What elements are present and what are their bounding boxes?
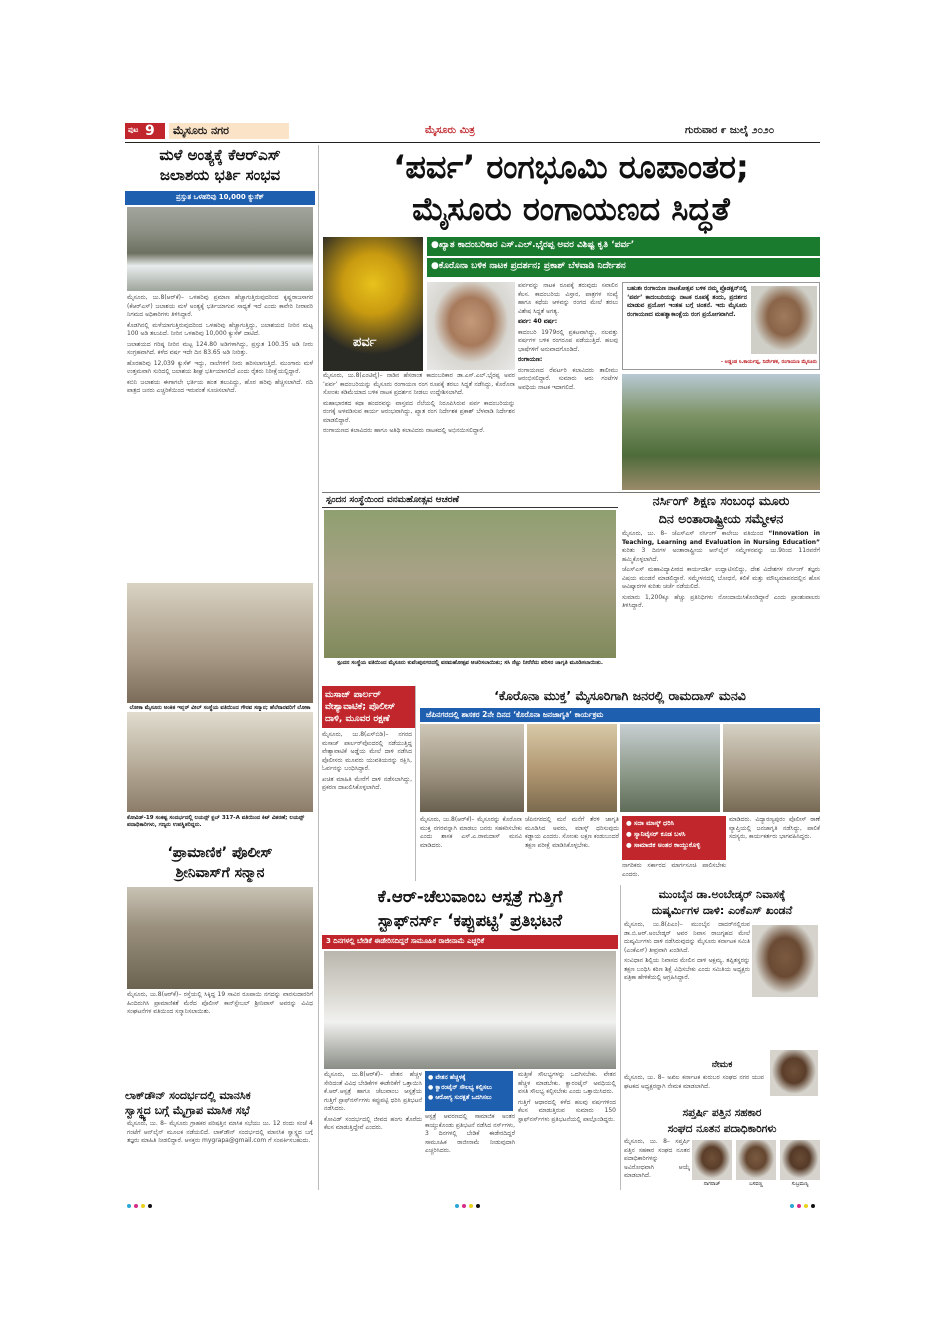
ramdas-awareness-photo-1 — [420, 724, 524, 812]
print-registration-marks — [127, 1193, 155, 1212]
lead-deck-1 — [427, 237, 820, 256]
nurses-bar-text: 3 ದಿನಗಳಲ್ಲಿ ಬೇಡಿಕೆ ಈಡೇರಿಸದಿದ್ದರೆ ಸಾಮೂಹಿಕ ರಾಜೀನಾಮೆ ಎಚ್ಚರಿಕೆ — [326, 937, 485, 945]
corona-tip: ● ಸ್ಯಾನಿಟೈಸರ್ ಕೂಡ ಬಳಸಿ — [626, 830, 686, 838]
corona-tips-box — [622, 816, 726, 860]
corona-tip: ● ಸಾಮಾಜಿಕ ಅಂತರ ಕಾಯ್ದುಕೊಳ್ಳಿ — [626, 841, 701, 849]
headline-line: ಲಾಕ್‌ಡೌನ್ ಸಂದರ್ಭದಲ್ಲಿ ಮಾನಸಿಕ — [125, 1089, 251, 1102]
story-nurses-body-2: ಆಸ್ಪತ್ರೆ ಆವರಣದಲ್ಲಿ ಸಾಮಾಜಿಕ ಅಂತರ ಕಾಯ್ದುಕೊಂಡು ಪ್ರತಿಭಟನೆ ನಡೆಸಿದ ನರ್ಸ್‌ಗಳು, 3 ದಿನಗಳಲ್ಲಿ ಬೇಡಿಕೆ ಈಡೇರದಿದ್ದರೆ ಸಾಮೂಹಿಕ ರಾಜೀನಾಮೆ ನೀಡುವುದಾಗಿ ಎಚ್ಚರಿಸಿದರು. — [425, 1113, 515, 1154]
demand-item: ● ವೇತನ ಹೆಚ್ಚಳಕ್ಕೆ — [428, 1074, 466, 1081]
story-corona-body-2: ಜೆಪಿನಗರದಲ್ಲಿ ಮನೆ ಮನೆಗೆ ತೆರಳಿ ಜಾಗೃತಿ ಮೂಡಿಸಿದ ಅವರು, ಮಾಸ್ಕ್ ಧರಿಸುವುದು ಕಡ್ಡಾಯ ಎಂದರು. ಸೋಂಕು ಲಕ್ಷಣ ಕಂಡುಬಂದರೆ ತಕ್ಷಣ ಪರೀಕ್ಷೆ ಮಾಡಿಸಿಕೊಳ್ಳಬೇಕು. — [525, 816, 619, 849]
lead-body-col2: ಪರ್ವವನ್ನು ನಾಟಕ ರೂಪಕ್ಕೆ ತರುವುದು ಸವಾಲಿನ ಕೆಲಸ. ಕಾದಂಬರಿಯ ವಿಸ್ತಾರ, ಪಾತ್ರಗಳ ಸಂಖ್ಯೆ ಹಾಗೂ ಕಥೆಯ ಆಳವನ್ನು ರಂಗದ ಮೇಲೆ ತರಲು ವಿಶೇಷ ಸಿದ್ಧತೆ ಅಗತ್ಯ. ಪರ್ವ: 40 ವರ್ಷ: ಕಾದಂಬರಿ 1979ರಲ್ಲಿ ಪ್ರಕಟವಾಗಿದ್ದು, ನಲವತ್ತು ವರ್ಷಗಳ ಬಳಿಕ ರಂಗರೂಪ ಪಡೆಯುತ್ತಿದೆ. ಹಲವು ಭಾಷೆಗಳಿಗೆ ಅನುವಾದಗೊಂಡಿದೆ. ರಂಗಾಯಣ: ರಂಗಾಯಣದ ರೆಪರ್ಟರಿ ಕಲಾವಿದರು ತಾಲೀಮು ಆರಂಭಿಸಲಿದ್ದಾರೆ. ಸುಮಾರು ಆರು ಗಂಟೆಗಳ ಅವಧಿಯ ನಾಟಕ ಇದಾಗಲಿದೆ. — [518, 282, 618, 391]
karyappa-quote-box — [622, 282, 820, 370]
appointment-head: ನೇಮಕ — [711, 1060, 733, 1070]
massage-title: ಮಸಾಜ್ ಪಾರ್ಲರ್ ವೇಶ್ಯಾವಾಟಿಕೆ; ಪೊಲೀಸ್ ದಾಳಿ, ಮೂವರ ರಕ್ಷಣೆ — [322, 686, 415, 728]
lead-subhead: ಪರ್ವ: 40 ವರ್ಷ: — [518, 318, 558, 325]
headline-line: ‘ಪ್ರಾಮಾಣಿಕ’ ಪೊಲೀಸ್ — [167, 845, 273, 861]
story-corona-title: ‘ಕೊರೊನಾ ಮುಕ್ತ’ ಮೈಸೂರಿಗಾಗಿ ಜನರಲ್ಲಿ ರಾಮದಾಸ್ ಮನವಿ — [494, 688, 746, 703]
story-nursing-body: ಮೈಸೂರು, ಜು. 8– ಜೆಎಸ್‌ಎಸ್ ನರ್ಸಿಂಗ್ ಕಾಲೇಜು ವತಿಯಿಂದ “Innovation in Teaching, Learning and Evaluation in Nursing Education” ಕುರಿತು 3 ದಿನಗಳ ಅಂತಾರಾಷ್ಟ್ರೀಯ ಆನ್‌ಲೈನ್ ಸಮ್ಮೇಳನವನ್ನು ಜು.9ರಿಂದ 11ರವರೆಗೆ ಹಮ್ಮಿಕೊಳ್ಳಲಾಗಿದೆ. ಜೆಎಸ್‌ಎಸ್ ಮಹಾವಿದ್ಯಾಪೀಠದ ಕಾರ್ಯದರ್ಶಿ ಉದ್ಘಾಟಿಸಲಿದ್ದು, ದೇಶ ವಿದೇಶಗಳ ನರ್ಸಿಂಗ್ ತಜ್ಞರು ವಿಷಯ ಮಂಡನೆ ಮಾಡಲಿದ್ದಾರೆ. ಸಮ್ಮೇಳನದಲ್ಲಿ ಬೋಧನೆ, ಕಲಿಕೆ ಮತ್ತು ಮೌಲ್ಯಮಾಪನದಲ್ಲಿನ ಹೊಸ ಆವಿಷ್ಕಾರಗಳ ಕುರಿತು ಚರ್ಚೆ ನಡೆಯಲಿದೆ. ಸುಮಾರು 1,200ಕ್ಕೂ ಹೆಚ್ಚು ಪ್ರತಿನಿಧಿಗಳು ನೋಂದಾಯಿಸಿಕೊಂಡಿದ್ದಾರೆ ಎಂದು ಪ್ರಾಂಶುಪಾಲರು ತಿಳಿಸಿದ್ದಾರೆ. — [622, 530, 820, 609]
ramdas-awareness-photo-4 — [723, 724, 820, 812]
story-sahakar-title — [624, 1105, 820, 1137]
story-mental-health-body: ಮೈಸೂರು, ಜು. 8– ಮೈಸೂರು ಗ್ರಾಹಕರ ಪರಿಷತ್ತಿನ ಮಾಸಿಕ ಸಭೆಯು ಜು. 12 ರಂದು ಸಂಜೆ 4 ಗಂಟೆಗೆ ಆನ್‌ಲೈನ್ ಮೂಲಕ ನಡೆಯಲಿದೆ. ಲಾಕ್‌ಡೌನ್ ಸಂದರ್ಭದಲ್ಲಿ ಮಾನಸಿಕ ಸ್ವಾಸ್ಥ್ಯದ ಬಗ್ಗೆ ತಜ್ಞರು ಮಾಹಿತಿ ನೀಡಲಿದ್ದಾರೆ. ಆಸಕ್ತರು mygrapa@gmail.com ಗೆ ಸಂಪರ್ಕಿಸಬಹುದು. — [127, 1120, 313, 1144]
nurses-protest-photo — [324, 951, 616, 1069]
kit-distribution-photo — [127, 712, 313, 812]
headline-line: ಶ್ರೀನಿವಾಸ್‌ಗೆ ಸನ್ಮಾನ — [175, 865, 265, 881]
story-ambedkar-title — [624, 887, 820, 919]
karyappa-portrait — [751, 286, 817, 354]
story-mental-health-title — [125, 1088, 315, 1118]
quote-attribution: - ಅಡ್ಡಂಡ ಸಿ.ಕಾರ್ಯಪ್ಪ, ನಿರ್ದೇಶಕ, ರಂಗಾಯಣ ಮೈಸೂರು — [720, 359, 817, 365]
demand-item: ● ಆರೋಗ್ಯ ಸುರಕ್ಷತೆ ಒದಗಿಸಲು — [428, 1094, 492, 1101]
headline-line: ಸ್ಟಾಫ್‌ನರ್ಸ್ ‘ಕಪ್ಪುಪಟ್ಟಿ’ ಪ್ರತಿಭಟನೆ — [377, 911, 563, 930]
story-nurses-bar — [322, 935, 618, 949]
story-corona-bar — [420, 708, 820, 722]
portrait-name: ಸುಬ್ರಮಣ್ಯ — [791, 1181, 809, 1187]
spandana-title: ಸ್ಪಂದನ ಸಂಸ್ಥೆಯಿಂದ ವನಮಹೋತ್ಸವ ಆಚರಣೆ — [326, 495, 460, 505]
headline-line: ಜಲಾಶಯ ಭರ್ತಿ ಸಂಭವ — [159, 166, 281, 184]
headline-line: ಮುಂಬೈನ ಡಾ.ಅಂಬೇಡ್ಕರ್ ನಿವಾಸಕ್ಕೆ — [658, 888, 786, 901]
story-nurses-title — [322, 885, 618, 933]
photo-caption: ಕೋವಿಡ್-19 ಸಂಕಷ್ಟ ಸಂದರ್ಭದಲ್ಲಿ ಲಯನ್ಸ್ ಕ್ಲಬ್ 317-A ವತಿಯಿಂದ ಕಿಟ್ ವಿತರಣೆ; ಲಯನ್ಸ್ ಪದಾಧಿಕಾರಿಗಳು, ಗಣ್ಯರು ಉಪಸ್ಥಿತರಿದ್ದರು. — [127, 815, 305, 828]
photo-caption: ಲೋಕಾ ಮೈಸೂರು ಅಂಕಿತ ಇನ್ನರ್ ವೀಲ್ ಸಂಸ್ಥೆಯ ವತಿಯಿಂದ ಗೌರವ ಸನ್ಮಾನ; ಹೆಲೆನಾರವರಿಗೆ ಲೋಕಾ — [129, 705, 311, 711]
rangayana-campus-photo — [622, 374, 820, 490]
section-name: ಮೈಸೂರು ನಗರ — [169, 123, 289, 139]
book-title: ಪರ್ವ — [353, 335, 377, 350]
story-police-body: ಮೈಸೂರು, ಜು.8(ಆರ್‌ಕೆ)– ರಸ್ತೆಯಲ್ಲಿ ಸಿಕ್ಕಿದ್ದ 19 ಸಾವಿರ ರೂಪಾಯಿ ನಗದನ್ನು ವಾರಸುದಾರರಿಗೆ ಹಿಂದಿರುಗಿಸಿ ಪ್ರಾಮಾಣಿಕತೆ ಮೆರೆದ ಪೊಲೀಸ್ ಕಾನ್‌ಸ್ಟೇಬಲ್ ಶ್ರೀನಿವಾಸ್ ಅವರನ್ನು ವಿವಿಧ ಸಂಘಟನೆಗಳ ವತಿಯಿಂದ ಸನ್ಮಾನಿಸಲಾಯಿತು. — [127, 991, 313, 1015]
story-sahakar-body: ಮೈಸೂರು, ಜು. 8– ಸಪ್ತರ್ಷಿ ಪತ್ತಿನ ಸಹಕಾರ ಸಂಘದ ನೂತನ ಪದಾಧಿಕಾರಿಗಳನ್ನು ಅವಿರೋಧವಾಗಿ ಆಯ್ಕೆ ಮಾಡಲಾಗಿದೆ. — [624, 1138, 690, 1179]
portrait-name: ಬಸವಣ್ಣ — [749, 1181, 763, 1187]
corona-tip: ● ಸದಾ ಮಾಸ್ಕ್ ಧರಿಸಿ — [626, 819, 675, 827]
ramdas-awareness-photo-2 — [527, 724, 617, 812]
corona-bar-text: ಜೆಪಿನಗರದಲ್ಲಿ ಶಾಸಕರ 2ನೇ ದಿನದ ‘ಕೊರೊನಾ ಜನಜಾಗೃತಿ’ ಕಾರ್ಯಕ್ರಮ — [426, 710, 604, 719]
lead-subhead: ರಂಗಾಯಣ: — [518, 356, 543, 363]
massage-body: ಮೈಸೂರು, ಜು.8(ಎಸ್‌ಬಿಡಿ)– ನಗರದ ಮಸಾಜ್ ಪಾರ್ಲರ್‌ವೊಂದರಲ್ಲಿ ನಡೆಯುತ್ತಿದ್ದ ವೇಶ್ಯಾವಾಟಿಕೆ ಅಡ್ಡೆಯ ಮೇಲೆ ದಾಳಿ ನಡೆಸಿದ ಪೊಲೀಸರು ಮೂವರು ಯುವತಿಯರನ್ನು ರಕ್ಷಿಸಿ, ಓರ್ವನನ್ನು ಬಂಧಿಸಿದ್ದಾರೆ. ಖಚಿತ ಮಾಹಿತಿ ಮೇರೆಗೆ ದಾಳಿ ನಡೆಸಲಾಗಿದ್ದು, ಪ್ರಕರಣ ದಾಖಲಿಸಿಕೊಳ್ಳಲಾಗಿದೆ. — [322, 731, 412, 791]
demand-item: ● ಕ್ವಾರಂಟೈನ್ ಸೌಲಭ್ಯ ಕಲ್ಪಿಸಲು — [428, 1084, 492, 1091]
appointment-body: ಮೈಸೂರು, ಜು. 8– ಅಖಿಲ ಕರ್ನಾಟಕ ಕುರುಬರ ಸಂಘದ ನಗರ ಯುವ ಘಟಕದ ಅಧ್ಯಕ್ಷರನ್ನಾಗಿ ನೇಮಕ ಮಾಡಲಾಗಿದೆ. — [624, 1074, 764, 1090]
headline-line: ದಿನ ಅಂತಾರಾಷ್ಟ್ರೀಯ ಸಮ್ಮೇಳನ — [658, 511, 784, 526]
headline-line: ನರ್ಸಿಂಗ್ ಶಿಕ್ಷಣ ಸಂಬಂಧ ಮೂರು — [652, 493, 790, 508]
issue-date: ಗುರುವಾರ ೯ ಜುಲೈ ೨೦೨೦ — [685, 125, 775, 136]
headline-line: ದುಷ್ಕರ್ಮಿಗಳ ದಾಳಿ: ಎಂಕೆಎಸ್ ಖಂಡನೆ — [651, 904, 793, 917]
story-krs-bar: ಪ್ರಸ್ತುತ ಒಳಹರಿವು 10,000 ಕ್ಯುಸೆಕ್ — [125, 191, 315, 205]
story-krs-title — [125, 145, 315, 185]
story-police-title — [125, 843, 315, 883]
lead-title-line2: ಮೈಸೂರು ರಂಗಾಯಣದ ಸಿದ್ಧತೆ — [412, 190, 730, 228]
story-nurses-body-1: ಮೈಸೂರು, ಜು.8(ಆರ್‌ಕೆ)– ವೇತನ ಹೆಚ್ಚಳ ಸೇರಿದಂತೆ ವಿವಿಧ ಬೇಡಿಕೆಗಳ ಈಡೇರಿಕೆಗೆ ಒತ್ತಾಯಿಸಿ ಕೆ.ಆರ್.ಆಸ್ಪತ್ರೆ ಹಾಗೂ ಚೆಲುವಾಂಬ ಆಸ್ಪತ್ರೆಯ ಗುತ್ತಿಗೆ ಸ್ಟಾಫ್‌ನರ್ಸ್‌ಗಳು ಕಪ್ಪುಪಟ್ಟಿ ಧರಿಸಿ ಪ್ರತಿಭಟನೆ ನಡೆಸಿದರು. ಕೋವಿಡ್ ಸಂದರ್ಭದಲ್ಲಿ ಜೀವದ ಹಂಗು ತೊರೆದು ಕೆಲಸ ಮಾಡುತ್ತಿದ್ದೇವೆ ಎಂದರು. — [324, 1071, 422, 1131]
print-registration-marks — [790, 1193, 818, 1212]
masthead: ಮೈಸೂರು ಮಿತ್ರ — [425, 125, 475, 136]
mks-president-portrait — [752, 925, 818, 997]
headline-line: ಸಂಘದ ನೂತನ ಪದಾಧಿಕಾರಿಗಳು — [667, 1123, 777, 1135]
story-krs-body: ಮೈಸೂರು, ಜು.8(ಆರ್‌ಕೆ)– ಒಳಹರಿವು ಪ್ರಮಾಣ ಹೆಚ್ಚಾಗುತ್ತಿರುವುದರಿಂದ ಕೃಷ್ಣರಾಜಸಾಗರ (ಕೆಆರ್‌ಎಸ್) ಜಲಾಶಯ ಮಳೆ ಅಂತ್ಯಕ್ಕೆ ಭರ್ತಿಯಾಗುವ ಸಾಧ್ಯತೆ ಇದೆ ಎಂದು ಕಾವೇರಿ ನೀರಾವರಿ ನಿಗಮದ ಅಧಿಕಾರಿಗಳು ತಿಳಿಸಿದ್ದಾರೆ. ಕೊಡಗಿನಲ್ಲಿ ಮಳೆಯಾಗುತ್ತಿರುವುದರಿಂದ ಒಳಹರಿವು ಹೆಚ್ಚಾಗುತ್ತಿದ್ದು, ಜಲಾಶಯದ ನೀರಿನ ಮಟ್ಟ 100 ಅಡಿ ತಲುಪಿದೆ. ನೀರಿನ ಒಳಹರಿವು 10,000 ಕ್ಯುಸೆಕ್ ದಾಟಿದೆ. ಜಲಾಶಯದ ಗರಿಷ್ಠ ನೀರಿನ ಮಟ್ಟ 124.80 ಅಡಿಗಳಾಗಿದ್ದು, ಪ್ರಸ್ತುತ 100.35 ಅಡಿ ನೀರು ಸಂಗ್ರಹವಾಗಿದೆ. ಕಳೆದ ವರ್ಷ ಇದೇ ದಿನ 83.65 ಅಡಿ ನೀರಿತ್ತು. ಹೊರಹರಿವು 12,039 ಕ್ಯುಸೆಕ್ ಇದ್ದು, ನಾಲೆಗಳಿಗೆ ನೀರು ಹರಿಸಲಾಗುತ್ತಿದೆ. ಮುಂಗಾರು ಮಳೆ ಉತ್ತಮವಾಗಿ ಸುರಿದಲ್ಲಿ ಜಲಾಶಯ ಶೀಘ್ರ ಭರ್ತಿಯಾಗಲಿದೆ ಎಂದು ರೈತರು ನಿರೀಕ್ಷೆಯಲ್ಲಿದ್ದಾರೆ. ಕಬಿನಿ ಜಲಾಶಯ ಈಗಾಗಲೇ ಭರ್ತಿಯ ಹಂತ ತಲುಪಿದ್ದು, ಹೊರ ಹರಿವು ಹೆಚ್ಚಿಸಲಾಗಿದೆ. ನದಿ ಪಾತ್ರದ ಜನರು ಎಚ್ಚರಿಕೆಯಿಂದ ಇರುವಂತೆ ಸೂಚಿಸಲಾಗಿದೆ. — [127, 294, 313, 394]
lead-body-col1: ಮೈಸೂರು, ಜು.8(ಎಂಟಿವೈ)– ನಾಡಿನ ಹೆಸರಾಂತ ಕಾದಂಬರಿಕಾರ ಡಾ.ಎಸ್.ಎಲ್.ಭೈರಪ್ಪ ಅವರ ‘ಪರ್ವ’ ಕಾದಂಬರಿಯನ್ನು ಮೈಸೂರು ರಂಗಾಯಣ ರಂಗ ರೂಪಕ್ಕೆ ತರಲು ಸಿದ್ಧತೆ ನಡೆಸಿದ್ದು, ಕೊರೊನಾ ಸೋಂಕು ಕಡಿಮೆಯಾದ ಬಳಿಕ ನಾಟಕ ಪ್ರದರ್ಶನ ನೀಡಲು ಉದ್ದೇಶಿಸಲಾಗಿದೆ. ಮಹಾಭಾರತದ ಕಥಾ ಹಂದರವನ್ನು ವಾಸ್ತವದ ನೆಲೆಯಲ್ಲಿ ನಿರೂಪಿಸಿರುವ ಪರ್ವ ಕಾದಂಬರಿಯನ್ನು ರಂಗಕ್ಕೆ ಅಳವಡಿಸುವ ಕಾರ್ಯ ಆರಂಭವಾಗಿದ್ದು, ಖ್ಯಾತ ರಂಗ ನಿರ್ದೇಶಕ ಪ್ರಕಾಶ್ ಬೆಳವಾಡಿ ನಿರ್ದೇಶನ ಮಾಡಲಿದ್ದಾರೆ. ರಂಗಾಯಣದ ಕಲಾವಿದರು ಹಾಗೂ ಅತಿಥಿ ಕಲಾವಿದರು ನಾಟಕದಲ್ಲಿ ಅಭಿನಯಿಸಲಿದ್ದಾರೆ. — [323, 372, 515, 434]
headline-line: ಕೆ.ಆರ್-ಚೆಲುವಾಂಬ ಆಸ್ಪತ್ರೆ ಗುತ್ತಿಗೆ — [377, 887, 563, 906]
appointee-portrait — [770, 1050, 818, 1096]
print-registration-marks — [455, 1193, 483, 1212]
deck-text: ●ಖ್ಯಾತ ಕಾದಂಬರಿಕಾರ ಎಸ್.ಎಲ್.ಭೈರಪ್ಪ ಅವರ ವಿಶಿಷ್ಟ ಕೃತಿ ‘ಪರ್ವ’ — [431, 240, 635, 250]
story-nursing-title — [622, 492, 820, 528]
nurses-demands-box — [425, 1071, 513, 1111]
page-number-tab — [125, 123, 165, 139]
police-felicitation-photo — [127, 887, 313, 989]
nursing-conference-title: “Innovation in Teaching, Learning and Evaluation in Nursing Education” — [622, 530, 820, 546]
lead-deck-2 — [427, 258, 820, 277]
portrait-name: ನಾಗರಾಜ್ — [703, 1181, 721, 1187]
photo-caption: ಸ್ಪಂದನ ಸಂಸ್ಥೆಯ ವತಿಯಿಂದ ಮೈಸೂರು ಕುವೆಂಪುನಗರದಲ್ಲಿ ವನಮಹೋತ್ಸವ ಆಚರಿಸಲಾಯಿತು; ಸಸಿ ನೆಟ್ಟು ನೀರೆರೆದು ಪರಿಸರ ಜಾಗೃತಿ ಮೂಡಿಸಲಾಯಿತು. — [337, 660, 603, 666]
krs-dam-photo — [127, 207, 313, 291]
page-header — [125, 121, 820, 141]
lead-title-line1: ‘ಪರ್ವ’ ರಂಗಭೂಮಿ ರೂಪಾಂತರ; — [393, 148, 749, 186]
story-corona-body-3: ಮಾಡಿದರು. ವಿದ್ಯಾರಣ್ಯಪುರಂ ಪೊಲೀಸ್ ಠಾಣೆ ವ್ಯಾಪ್ತಿಯಲ್ಲಿ ಜನಜಾಗೃತಿ ನಡೆಸಿದ್ದು, ಪಾಲಿಕೆ ಸದಸ್ಯರು, ಕಾರ್ಯಕರ್ತರು ಭಾಗವಹಿಸಿದ್ದರು. — [729, 816, 820, 840]
story-ambedkar-body: ಮೈಸೂರು, ಜು.8(ಪಿಎಂ)– ಮುಂಬೈನ ದಾದರ್‌ನಲ್ಲಿರುವ ಡಾ.ಬಿ.ಆರ್.ಅಂಬೇಡ್ಕರ್ ಅವರ ನಿವಾಸ ರಾಜಗೃಹದ ಮೇಲೆ ದುಷ್ಕರ್ಮಿಗಳು ದಾಳಿ ನಡೆಸಿರುವುದನ್ನು ಮೈಸೂರು ಕರ್ನಾಟಕ ಸಮಿತಿ (ಎಂಕೆಎಸ್) ತೀವ್ರವಾಗಿ ಖಂಡಿಸಿದೆ. ಸಂವಿಧಾನ ಶಿಲ್ಪಿಯ ನಿವಾಸದ ಮೇಲಿನ ದಾಳಿ ಅಕ್ಷಮ್ಯ. ತಪ್ಪಿತಸ್ಥರನ್ನು ತಕ್ಷಣ ಬಂಧಿಸಿ ಕಠಿಣ ಶಿಕ್ಷೆ ವಿಧಿಸಬೇಕು ಎಂದು ಸಮಿತಿಯ ಅಧ್ಯಕ್ಷರು ಪತ್ರಿಕಾ ಹೇಳಿಕೆಯಲ್ಲಿ ಆಗ್ರಹಿಸಿದ್ದಾರೆ. — [624, 921, 750, 981]
officebearer-portrait — [780, 1140, 820, 1180]
page-label: ಪುಟ — [128, 126, 139, 134]
ramdas-awareness-photo-3 — [620, 724, 720, 812]
officebearer-portrait — [736, 1140, 776, 1180]
bhyrappa-portrait — [427, 282, 515, 370]
story-nurses-body-3: ಮತ್ತೀಕೆ ಸೌಲಭ್ಯಗಳನ್ನು ಒದಗಿಸಬೇಕು. ವೇತನ ಹೆಚ್ಚಳ ಮಾಡಬೇಕು. ಕ್ವಾರಂಟೈನ್ ಅವಧಿಯಲ್ಲಿ ವಸತಿ ಸೌಲಭ್ಯ ಕಲ್ಪಿಸಬೇಕು ಎಂದು ಒತ್ತಾಯಿಸಿದರು. ಗುತ್ತಿಗೆ ಆಧಾರದಲ್ಲಿ ಕಳೆದ ಹಲವು ವರ್ಷಗಳಿಂದ ಕೆಲಸ ಮಾಡುತ್ತಿರುವ ಸುಮಾರು 150 ಸ್ಟಾಫ್‌ನರ್ಸ್‌ಗಳು ಪ್ರತಿಭಟನೆಯಲ್ಲಿ ಪಾಲ್ಗೊಂಡಿದ್ದರು. — [518, 1071, 616, 1123]
story-corona-body-1: ಮೈಸೂರು, ಜು.8(ಆರ್‌ಕೆ)– ಮೈಸೂರನ್ನು ಕೊರೊನಾ ಮುಕ್ತ ನಗರವನ್ನಾಗಿ ಮಾಡಲು ಜನರು ಸಹಕರಿಸಬೇಕು ಎಂದು ಶಾಸಕ ಎಸ್.ಎ.ರಾಮದಾಸ್ ಮನವಿ ಮಾಡಿದರು. — [420, 816, 522, 849]
column-divider — [318, 145, 319, 1190]
deck-text: ●ಕೊರೊನಾ ಬಳಿಕ ನಾಟಕ ಪ್ರದರ್ಶನ; ಪ್ರಕಾಶ್ ಬೆಳವಾಡಿ ನಿರ್ದೇಶನ — [431, 261, 626, 271]
officebearer-portrait — [692, 1140, 732, 1180]
quote-text: ಬಹುಶಃ ರಂಗಾಯಣ ನಾಟಕೋತ್ಸವ ಬಳಿಕ ನಮ್ಮ ಪ್ರೊಡಕ್ಷನ್‌ನಲ್ಲಿ ‘ಪರ್ವ’ ಕಾದಂಬರಿಯನ್ನು ನಾಟಕ ರೂಪಕ್ಕೆ ತಂದು, ಪ್ರದರ್ಶನ ಮಾಡುವ ಪ್ರಯೋಗ ಇಂತಹ ಬಗ್ಗೆ ಚಿಂತನೆ. ಇದು ಮೈಸೂರು ರಂಗಾಯಣದ ಮಹತ್ವಾಕಾಂಕ್ಷೆಯ ರಂಗ ಪ್ರಯೋಗವಾಗಿದೆ. — [627, 285, 747, 318]
spandana-plantation-photo — [324, 510, 616, 658]
headline-line: ಮಳೆ ಅಂತ್ಯಕ್ಕೆ ಕೆಆರ್‌ಎಸ್ — [159, 146, 281, 164]
page-number: 9 — [145, 123, 155, 139]
lead-headline — [322, 146, 820, 230]
story-massage — [322, 686, 416, 881]
headline-line: ಸಪ್ತರ್ಷಿ ಪತ್ತಿನ ಸಹಕಾರ — [682, 1107, 762, 1119]
headline-line: ಸ್ವಾಸ್ಥ್ಯದ ಬಗ್ಗೆ ಮೈಗ್ರಾಪ ಮಾಸಿಕ ಸಭೆ — [125, 1104, 250, 1117]
story-corona-body-4: ನಾಗರಿಕರು ಸರ್ಕಾರದ ಮಾರ್ಗಸೂಚಿ ಪಾಲಿಸಬೇಕು ಎಂದರು. — [622, 862, 726, 878]
parva-book-cover — [323, 237, 423, 371]
lions-felicitation-photo — [127, 583, 313, 703]
column-divider — [620, 885, 621, 1190]
spandana-bar — [322, 494, 618, 508]
